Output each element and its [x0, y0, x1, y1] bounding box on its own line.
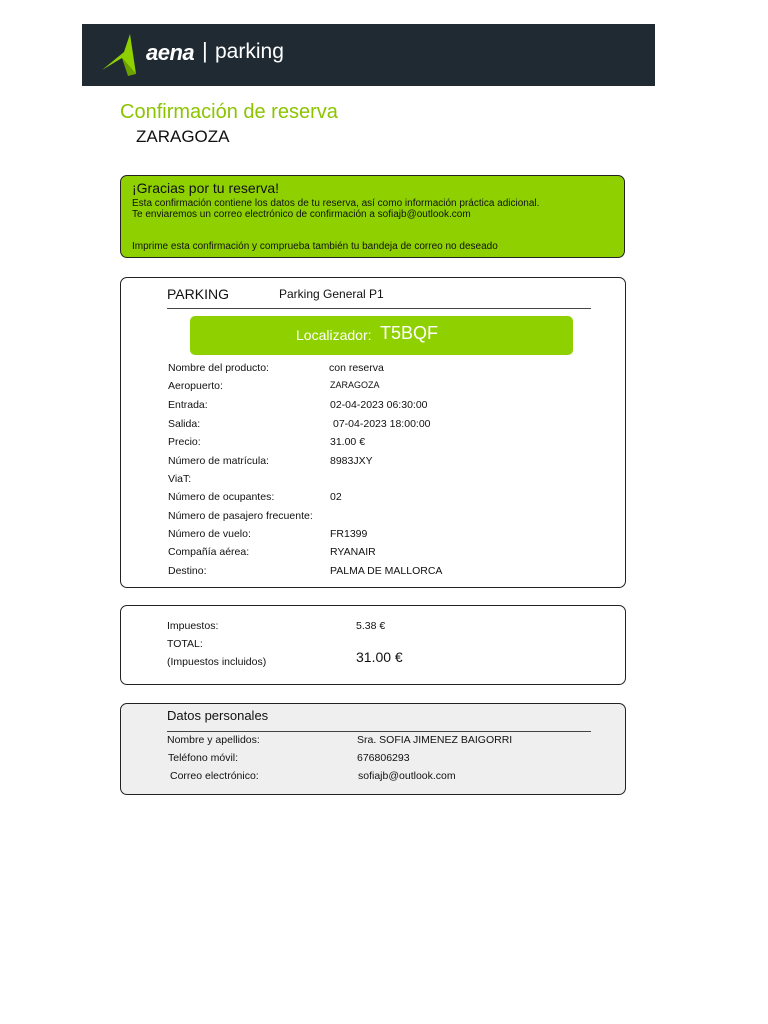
thanks-heading: ¡Gracias por tu reserva!	[132, 180, 280, 196]
detail-value: PALMA DE MALLORCA	[330, 565, 443, 577]
notice-line-1: Esta confirmación contiene los datos de tu reserva, así como información práctica adicional.	[132, 198, 540, 209]
page-title: Confirmación de reserva	[120, 101, 338, 123]
personal-heading: Datos personales	[167, 708, 269, 723]
totals-card	[120, 605, 626, 685]
notice-line-2: Te enviaremos un correo electrónico de confirmación a sofiajb@outlook.com	[132, 209, 471, 220]
detail-value: ZARAGOZA	[330, 380, 380, 390]
tax-value: 5.38 €	[356, 620, 386, 632]
brand-name: aena	[146, 40, 195, 65]
personal-value: sofiajb@outlook.com	[358, 770, 456, 782]
detail-label: Número de pasajero frecuente:	[168, 510, 313, 522]
detail-value: 02	[330, 491, 342, 503]
detail-label: Destino:	[168, 565, 207, 577]
parking-name: Parking General P1	[279, 287, 384, 301]
divider	[167, 731, 591, 732]
personal-label: Correo electrónico:	[170, 770, 259, 782]
detail-value: 31.00 €	[330, 436, 366, 448]
notice-line-3: Imprime esta confirmación y comprueba también tu bandeja de correo no deseado	[132, 241, 498, 252]
personal-label: Teléfono móvil:	[168, 752, 239, 764]
aena-logo-icon	[100, 32, 146, 78]
locator-code: T5BQF	[380, 323, 439, 343]
personal-value: 676806293	[357, 752, 410, 764]
detail-label: Compañía aérea:	[168, 546, 250, 558]
detail-label: Número de ocupantes:	[168, 491, 275, 503]
detail-label: Precio:	[168, 436, 201, 448]
city-name: ZARAGOZA	[136, 127, 230, 146]
detail-label: Nombre del producto:	[168, 362, 269, 374]
personal-label: Nombre y apellidos:	[167, 734, 260, 746]
total-value: 31.00 €	[356, 649, 403, 665]
detail-value: 07-04-2023 18:00:00	[333, 418, 431, 430]
total-note: (Impuestos incluidos)	[167, 656, 267, 668]
detail-value: 8983JXY	[330, 455, 373, 467]
personal-data-card	[120, 703, 626, 795]
brand-product: parking	[215, 40, 284, 63]
detail-label: Salida:	[168, 418, 201, 430]
locator-label: Localizador:	[296, 327, 372, 343]
header-bar	[82, 24, 655, 86]
parking-label: PARKING	[167, 286, 229, 302]
detail-label: Número de vuelo:	[168, 528, 251, 540]
detail-value: FR1399	[330, 528, 368, 540]
detail-label: ViaT:	[168, 473, 192, 485]
detail-label: Número de matrícula:	[168, 455, 269, 467]
detail-value: 02-04-2023 06:30:00	[330, 399, 428, 411]
personal-value: Sra. SOFIA JIMENEZ BAIGORRI	[357, 734, 513, 746]
detail-value: RYANAIR	[330, 546, 376, 558]
divider	[167, 308, 591, 309]
total-label: TOTAL:	[167, 638, 203, 650]
parking-card	[120, 277, 626, 588]
locator-banner	[190, 316, 573, 355]
tax-label: Impuestos:	[167, 620, 219, 632]
brand-separator: |	[202, 38, 208, 63]
thanks-notice	[120, 175, 625, 258]
detail-label: Aeropuerto:	[168, 380, 223, 392]
detail-label: Entrada:	[168, 399, 208, 411]
detail-value: con reserva	[329, 362, 384, 374]
